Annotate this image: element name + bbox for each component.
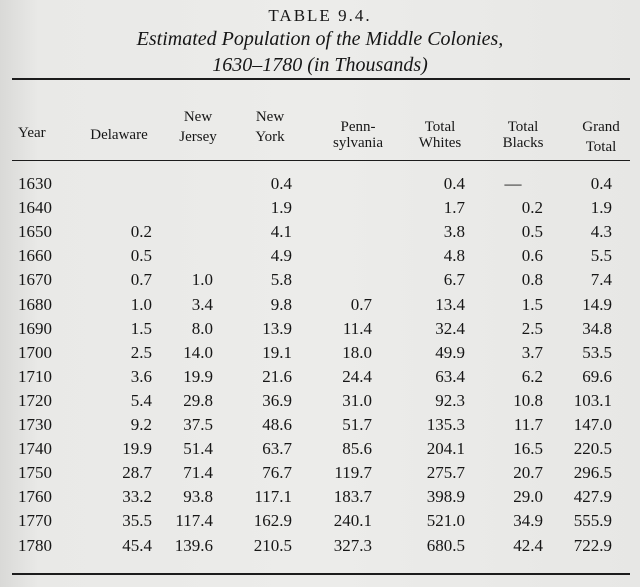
row-year: 1680	[18, 295, 52, 314]
table-cell-new_york: 63.7	[262, 439, 292, 458]
table-cell-total_whites: 6.7	[443, 270, 465, 289]
table-cell-grand_total: 722.9	[573, 536, 612, 555]
column-header-delaware: Delaware	[90, 127, 148, 143]
table-cell-new_york: 19.1	[262, 343, 292, 362]
table-cell-new_jersey: 51.4	[183, 439, 213, 458]
table-cell-delaware: 0.7	[130, 270, 152, 289]
table-cell-pennsylvania: 183.7	[333, 487, 372, 506]
row-year: 1690	[18, 319, 52, 338]
column-header-pennsylvania: Penn-	[340, 119, 376, 135]
table-cell-total_blacks: —	[504, 174, 522, 193]
table-cell-new_jersey: 71.4	[183, 463, 213, 482]
table-cell-total_whites: 521.0	[426, 511, 465, 530]
table-cell-grand_total: 220.5	[573, 439, 612, 458]
table-cell-total_blacks: 11.7	[513, 415, 543, 434]
table-cell-new_jersey: 37.5	[183, 415, 213, 434]
column-header-new_jersey: Jersey	[179, 129, 217, 145]
row-year: 1700	[18, 343, 52, 362]
table-cell-new_jersey: 93.8	[183, 487, 213, 506]
table-cell-total_whites: 680.5	[426, 536, 465, 555]
table-cell-grand_total: 147.0	[573, 415, 612, 434]
table-cell-new_jersey: 8.0	[191, 319, 213, 338]
row-year: 1730	[18, 415, 52, 434]
table-cell-total_blacks: 20.7	[513, 463, 543, 482]
table-cell-delaware: 3.6	[130, 367, 152, 386]
table-cell-grand_total: 69.6	[582, 367, 612, 386]
top-rule	[12, 78, 630, 80]
table-cell-new_york: 36.9	[262, 391, 292, 410]
table-cell-new_york: 210.5	[253, 536, 292, 555]
table-cell-pennsylvania: 327.3	[333, 536, 372, 555]
column-header-grand_total: Grand	[582, 119, 620, 135]
table-cell-total_whites: 4.8	[443, 246, 465, 265]
row-year: 1780	[18, 536, 52, 555]
table-cell-delaware: 19.9	[122, 439, 152, 458]
table-cell-new_york: 117.1	[254, 487, 292, 506]
table-cell-delaware: 0.5	[130, 246, 152, 265]
table-cell-grand_total: 7.4	[590, 270, 612, 289]
table-cell-pennsylvania: 119.7	[334, 463, 372, 482]
table-cell-total_whites: 49.9	[435, 343, 465, 362]
table-cell-grand_total: 103.1	[573, 391, 612, 410]
row-year: 1760	[18, 487, 52, 506]
table-cell-new_york: 48.6	[262, 415, 292, 434]
table-cell-pennsylvania: 31.0	[342, 391, 372, 410]
table-cell-total_blacks: 0.2	[521, 198, 543, 217]
table-cell-new_york: 13.9	[262, 319, 292, 338]
table-cell-new_jersey: 14.0	[183, 343, 213, 362]
table-cell-total_blacks: 0.8	[521, 270, 543, 289]
table-cell-new_jersey: 3.4	[191, 295, 213, 314]
row-year: 1720	[18, 391, 52, 410]
table-cell-total_blacks: 29.0	[513, 487, 543, 506]
table-cell-new_jersey: 19.9	[183, 367, 213, 386]
table-cell-grand_total: 4.3	[590, 222, 612, 241]
table-cell-grand_total: 5.5	[590, 246, 612, 265]
table-cell-grand_total: 14.9	[582, 295, 612, 314]
table-cell-total_blacks: 0.5	[521, 222, 543, 241]
row-year: 1710	[18, 367, 52, 386]
table-cell-grand_total: 555.9	[573, 511, 612, 530]
table-cell-new_york: 0.4	[270, 174, 292, 193]
row-year: 1750	[18, 463, 52, 482]
table-cell-delaware: 1.0	[130, 295, 152, 314]
table-cell-total_blacks: 42.4	[513, 536, 543, 555]
column-header-pennsylvania: sylvania	[333, 135, 383, 151]
table-cell-new_jersey: 29.8	[183, 391, 213, 410]
table-cell-new_jersey: 1.0	[191, 270, 213, 289]
table-cell-pennsylvania: 11.4	[342, 319, 372, 338]
bottom-rule	[12, 573, 630, 575]
column-header-total_blacks: Total	[507, 119, 539, 135]
row-year: 1660	[18, 246, 52, 265]
table-cell-total_whites: 0.4	[443, 174, 465, 193]
table-cell-total_blacks: 6.2	[521, 367, 543, 386]
row-year: 1770	[18, 511, 52, 530]
row-year: 1740	[18, 439, 52, 458]
table-cell-total_blacks: 0.6	[521, 246, 543, 265]
table-cell-grand_total: 34.8	[582, 319, 612, 338]
table-cell-grand_total: 0.4	[590, 174, 612, 193]
table-cell-pennsylvania: 85.6	[342, 439, 372, 458]
table-cell-new_york: 4.9	[270, 246, 292, 265]
table-cell-new_york: 162.9	[253, 511, 292, 530]
table-cell-total_whites: 32.4	[435, 319, 465, 338]
table-cell-new_york: 9.8	[270, 295, 292, 314]
table-cell-delaware: 45.4	[122, 536, 152, 555]
table-cell-new_jersey: 117.4	[175, 511, 213, 530]
table-cell-total_blacks: 2.5	[521, 319, 543, 338]
table-cell-total_whites: 204.1	[426, 439, 465, 458]
table-cell-total_whites: 275.7	[426, 463, 465, 482]
column-header-new_jersey: New	[183, 109, 213, 125]
column-header-grand_total: Total	[585, 139, 617, 155]
table-cell-total_blacks: 34.9	[513, 511, 543, 530]
table-cell-new_york: 76.7	[262, 463, 292, 482]
column-header-new_york: New	[255, 109, 285, 125]
table-cell-pennsylvania: 18.0	[342, 343, 372, 362]
table-cell-total_blacks: 1.5	[521, 295, 543, 314]
table-cell-grand_total: 427.9	[573, 487, 612, 506]
table-cell-total_whites: 63.4	[435, 367, 465, 386]
table-cell-total_whites: 92.3	[435, 391, 465, 410]
table-cell-delaware: 28.7	[122, 463, 152, 482]
table-cell-pennsylvania: 51.7	[342, 415, 372, 434]
column-header-total_blacks: Blacks	[502, 135, 544, 151]
table-cell-pennsylvania: 240.1	[333, 511, 372, 530]
table-cell-new_york: 5.8	[270, 270, 292, 289]
table-cell-delaware: 5.4	[130, 391, 152, 410]
table-cell-grand_total: 53.5	[582, 343, 612, 362]
row-year: 1640	[18, 198, 52, 217]
table-cell-grand_total: 1.9	[590, 198, 612, 217]
table-cell-new_york: 21.6	[262, 367, 292, 386]
row-year: 1650	[18, 222, 52, 241]
row-year: 1670	[18, 270, 52, 289]
table-cell-delaware: 35.5	[122, 511, 152, 530]
column-header-year: Year	[18, 125, 46, 141]
table-cell-delaware: 1.5	[130, 319, 152, 338]
table-cell-new_york: 1.9	[270, 198, 292, 217]
table-cell-new_york: 4.1	[270, 222, 292, 241]
table-title: Estimated Population of the Middle Colonies,	[136, 28, 504, 50]
header-rule	[12, 160, 630, 161]
table-label: TABLE 9.4.	[268, 6, 372, 25]
table-cell-total_blacks: 16.5	[513, 439, 543, 458]
table-cell-total_blacks: 10.8	[513, 391, 543, 410]
column-header-new_york: York	[255, 129, 285, 145]
table-cell-new_jersey: 139.6	[174, 536, 213, 555]
table-cell-grand_total: 296.5	[573, 463, 612, 482]
table-cell-total_whites: 398.9	[426, 487, 465, 506]
table-cell-pennsylvania: 0.7	[350, 295, 372, 314]
table-cell-pennsylvania: 24.4	[342, 367, 372, 386]
row-year: 1630	[18, 174, 52, 193]
table-cell-delaware: 33.2	[122, 487, 152, 506]
table-cell-total_whites: 13.4	[435, 295, 465, 314]
table-cell-total_blacks: 3.7	[521, 343, 543, 362]
table-cell-total_whites: 3.8	[443, 222, 465, 241]
table-cell-delaware: 0.2	[130, 222, 152, 241]
table-cell-delaware: 9.2	[130, 415, 152, 434]
table-cell-total_whites: 1.7	[443, 198, 465, 217]
column-header-total_whites: Whites	[418, 135, 462, 151]
table-cell-delaware: 2.5	[130, 343, 152, 362]
column-header-total_whites: Total	[424, 119, 456, 135]
table-cell-total_whites: 135.3	[426, 415, 465, 434]
table-subtitle: 1630–1780 (in Thousands)	[212, 54, 428, 76]
